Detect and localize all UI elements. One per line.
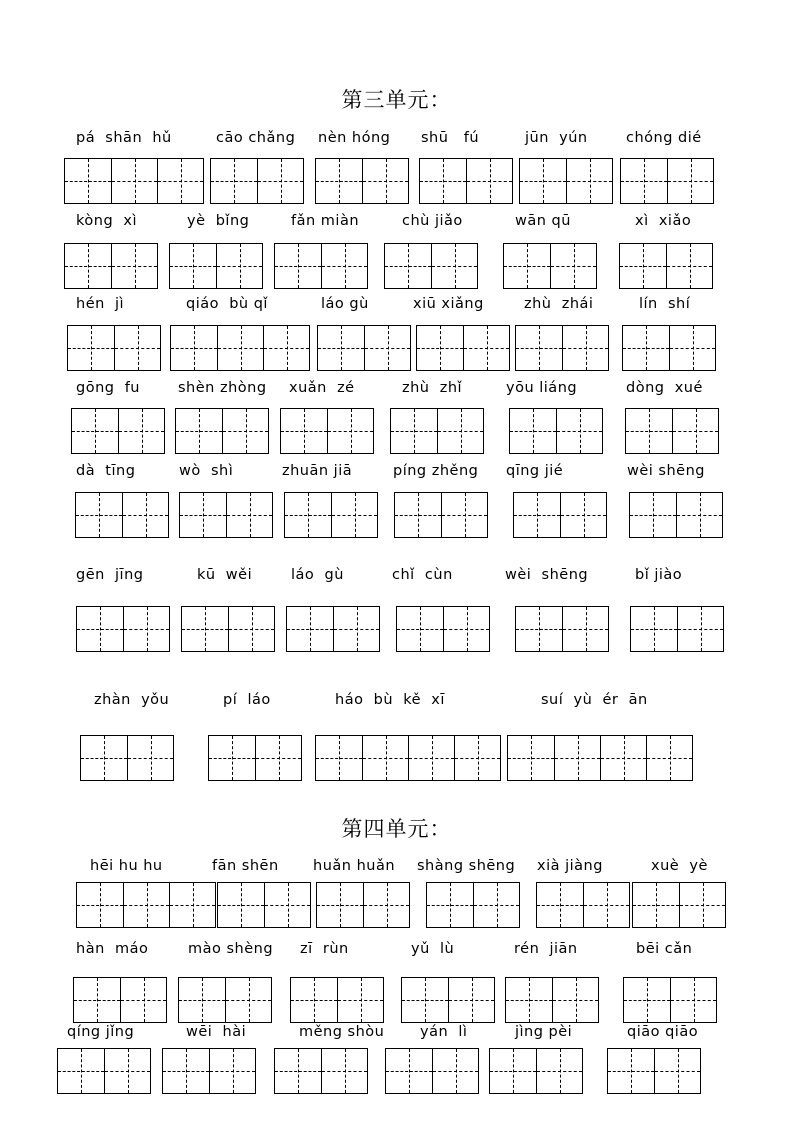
tianzige-answer-box[interactable]: [284, 492, 378, 538]
character-cell[interactable]: [670, 978, 716, 1022]
pinyin-prompt: qīng jié: [506, 463, 564, 479]
pinyin-prompt: láo gù: [291, 567, 344, 583]
character-cell[interactable]: [669, 326, 715, 370]
character-cell[interactable]: [506, 978, 552, 1022]
tianzige-answer-box[interactable]: [315, 158, 409, 204]
pinyin-prompt: zī rùn: [300, 941, 349, 957]
pinyin-prompt: huǎn huǎn: [313, 858, 396, 874]
tianzige-answer-box[interactable]: [607, 1048, 701, 1094]
tianzige-answer-box[interactable]: [426, 882, 520, 928]
tianzige-answer-box[interactable]: [76, 606, 170, 652]
character-cell[interactable]: [171, 326, 217, 370]
character-cell[interactable]: [676, 493, 722, 537]
character-cell[interactable]: [291, 978, 337, 1022]
pinyin-prompt: zhàn yǒu: [94, 692, 170, 708]
character-cell[interactable]: [209, 736, 255, 780]
character-cell[interactable]: [163, 1049, 209, 1093]
character-cell[interactable]: [516, 326, 562, 370]
character-cell[interactable]: [122, 493, 168, 537]
tianzige-answer-box[interactable]: [208, 735, 302, 781]
character-cell[interactable]: [537, 883, 583, 927]
tianzige-answer-box[interactable]: [515, 325, 609, 371]
character-cell[interactable]: [514, 493, 560, 537]
character-cell[interactable]: [255, 736, 301, 780]
character-cell[interactable]: [257, 159, 303, 203]
character-cell[interactable]: [222, 409, 268, 453]
character-cell[interactable]: [76, 493, 122, 537]
character-cell[interactable]: [402, 978, 448, 1022]
pinyin-prompt: fān shēn: [212, 858, 279, 874]
tianzige-answer-box[interactable]: [64, 158, 204, 204]
character-cell[interactable]: [281, 409, 327, 453]
tianzige-answer-box[interactable]: [385, 1048, 479, 1094]
tianzige-answer-box[interactable]: [57, 1048, 151, 1094]
character-cell[interactable]: [211, 159, 257, 203]
character-cell[interactable]: [679, 883, 725, 927]
character-cell[interactable]: [427, 883, 473, 927]
pinyin-prompt: wān qū: [515, 213, 571, 229]
tianzige-answer-box[interactable]: [76, 882, 216, 928]
character-cell[interactable]: [58, 1049, 104, 1093]
character-cell[interactable]: [216, 244, 262, 288]
character-cell[interactable]: [633, 883, 679, 927]
character-cell[interactable]: [316, 159, 362, 203]
section-title: 第四单元：: [341, 817, 452, 841]
character-cell[interactable]: [81, 736, 127, 780]
character-cell[interactable]: [550, 244, 596, 288]
tianzige-answer-box[interactable]: [629, 492, 723, 538]
character-cell[interactable]: [217, 326, 263, 370]
character-cell[interactable]: [321, 244, 367, 288]
tianzige-answer-box[interactable]: [394, 492, 488, 538]
character-cell[interactable]: [285, 493, 331, 537]
pinyin-prompt: xià jiàng: [537, 858, 603, 874]
character-cell[interactable]: [209, 1049, 255, 1093]
pinyin-prompt: zhù zhái: [524, 296, 594, 312]
character-cell[interactable]: [317, 883, 363, 927]
character-cell[interactable]: [417, 326, 463, 370]
character-cell[interactable]: [566, 159, 612, 203]
character-cell[interactable]: [626, 409, 672, 453]
tianzige-answer-box[interactable]: [503, 243, 597, 289]
tianzige-answer-box[interactable]: [217, 882, 311, 928]
character-cell[interactable]: [441, 493, 487, 537]
pinyin-prompt: yōu liáng: [506, 380, 578, 396]
character-cell[interactable]: [362, 159, 408, 203]
character-cell[interactable]: [466, 159, 512, 203]
tianzige-answer-box[interactable]: [71, 408, 165, 454]
pinyin-prompt: dà tīng: [76, 463, 136, 479]
tianzige-answer-box[interactable]: [286, 606, 380, 652]
tianzige-answer-box[interactable]: [169, 243, 263, 289]
character-cell[interactable]: [448, 978, 494, 1022]
character-cell[interactable]: [437, 409, 483, 453]
pinyin-prompt: mào shèng: [188, 941, 274, 957]
tianzige-answer-box[interactable]: [509, 408, 603, 454]
tianzige-answer-box[interactable]: [513, 492, 607, 538]
character-cell[interactable]: [218, 883, 264, 927]
tianzige-answer-box[interactable]: [622, 325, 716, 371]
tianzige-answer-box[interactable]: [396, 606, 490, 652]
tianzige-answer-box[interactable]: [515, 606, 609, 652]
character-cell[interactable]: [316, 736, 362, 780]
pinyin-prompt: chù jiǎo: [402, 213, 463, 229]
character-cell[interactable]: [364, 326, 410, 370]
character-cell[interactable]: [520, 159, 566, 203]
pinyin-prompt: rén jiān: [514, 941, 578, 957]
character-cell[interactable]: [226, 493, 272, 537]
pinyin-prompt: píng zhěng: [393, 463, 479, 479]
character-cell[interactable]: [68, 326, 114, 370]
character-cell[interactable]: [463, 326, 509, 370]
character-cell[interactable]: [646, 736, 692, 780]
tianzige-answer-box[interactable]: [390, 408, 484, 454]
character-cell[interactable]: [431, 244, 477, 288]
character-cell[interactable]: [337, 978, 383, 1022]
character-cell[interactable]: [111, 244, 157, 288]
character-cell[interactable]: [169, 883, 215, 927]
pinyin-prompt: láo gù: [321, 296, 369, 312]
character-cell[interactable]: [176, 409, 222, 453]
pinyin-prompt: hēi hu hu: [90, 858, 163, 874]
tianzige-answer-box[interactable]: [178, 977, 272, 1023]
pinyin-prompt: dòng xué: [626, 380, 703, 396]
character-cell[interactable]: [672, 409, 718, 453]
tianzige-answer-box[interactable]: [505, 977, 599, 1023]
pinyin-prompt: shū fú: [421, 130, 480, 146]
character-cell[interactable]: [516, 607, 562, 651]
character-cell[interactable]: [318, 326, 364, 370]
character-cell[interactable]: [65, 159, 111, 203]
character-cell[interactable]: [677, 607, 723, 651]
pinyin-prompt: xiū xiǎng: [413, 296, 484, 312]
pinyin-prompt: gōng fu: [76, 380, 140, 396]
pinyin-prompt: shàng shēng: [417, 858, 516, 874]
character-cell[interactable]: [667, 159, 713, 203]
tianzige-answer-box[interactable]: [274, 243, 368, 289]
character-cell[interactable]: [385, 244, 431, 288]
pinyin-prompt: suí yù ér ān: [541, 692, 648, 708]
tianzige-answer-box[interactable]: [384, 243, 478, 289]
pinyin-prompt: kòng xì: [76, 213, 137, 229]
pinyin-prompt: jìng pèi: [515, 1024, 573, 1040]
tianzige-answer-box[interactable]: [75, 492, 169, 538]
pinyin-prompt: kū wěi: [197, 567, 253, 583]
tianzige-answer-box[interactable]: [316, 882, 410, 928]
tianzige-answer-box[interactable]: [507, 735, 693, 781]
character-cell[interactable]: [120, 978, 166, 1022]
character-cell[interactable]: [104, 1049, 150, 1093]
tianzige-answer-box[interactable]: [315, 735, 501, 781]
character-cell[interactable]: [363, 883, 409, 927]
pinyin-prompt: xì xiǎo: [635, 213, 692, 229]
character-cell[interactable]: [331, 493, 377, 537]
tianzige-answer-box[interactable]: [519, 158, 613, 204]
character-cell[interactable]: [391, 409, 437, 453]
pinyin-prompt: bēi cǎn: [636, 941, 693, 957]
character-cell[interactable]: [432, 1049, 478, 1093]
character-cell[interactable]: [77, 883, 123, 927]
tianzige-answer-box[interactable]: [210, 158, 304, 204]
character-cell[interactable]: [123, 883, 169, 927]
tianzige-answer-box[interactable]: [632, 882, 726, 928]
pinyin-prompt: yǔ lù: [411, 941, 455, 957]
pinyin-prompt: pí láo: [223, 692, 271, 708]
pinyin-prompt: bǐ jiào: [635, 567, 683, 583]
character-cell[interactable]: [608, 1049, 654, 1093]
character-cell[interactable]: [327, 409, 373, 453]
character-cell[interactable]: [263, 326, 309, 370]
tianzige-answer-box[interactable]: [64, 243, 158, 289]
character-cell[interactable]: [556, 409, 602, 453]
tianzige-answer-box[interactable]: [175, 408, 269, 454]
character-cell[interactable]: [620, 244, 666, 288]
pinyin-prompt: wò shì: [179, 463, 234, 479]
tianzige-answer-box[interactable]: [401, 977, 495, 1023]
tianzige-answer-box[interactable]: [416, 325, 510, 371]
pinyin-prompt: zhù zhǐ: [402, 380, 463, 396]
tianzige-answer-box[interactable]: [623, 977, 717, 1023]
pinyin-prompt: xuè yè: [651, 858, 708, 874]
character-cell[interactable]: [228, 607, 274, 651]
tianzige-answer-box[interactable]: [419, 158, 513, 204]
character-cell[interactable]: [420, 159, 466, 203]
character-cell[interactable]: [654, 1049, 700, 1093]
tianzige-answer-box[interactable]: [280, 408, 374, 454]
character-cell[interactable]: [170, 244, 216, 288]
character-cell[interactable]: [118, 409, 164, 453]
pinyin-prompt: háo bù kě xī: [335, 692, 445, 708]
character-cell[interactable]: [510, 409, 556, 453]
pinyin-prompt: qiāo qiāo: [627, 1024, 699, 1040]
character-cell[interactable]: [275, 244, 321, 288]
tianzige-answer-box[interactable]: [489, 1048, 583, 1094]
character-cell[interactable]: [395, 493, 441, 537]
tianzige-answer-box[interactable]: [619, 243, 713, 289]
tianzige-answer-box[interactable]: [620, 158, 714, 204]
character-cell[interactable]: [504, 244, 550, 288]
pinyin-prompt: zhuān jiā: [282, 463, 353, 479]
character-cell[interactable]: [508, 736, 554, 780]
character-cell[interactable]: [473, 883, 519, 927]
pinyin-prompt: yè bǐng: [187, 213, 250, 229]
pinyin-prompt: qíng jǐng: [67, 1024, 135, 1040]
character-cell[interactable]: [552, 978, 598, 1022]
tianzige-answer-box[interactable]: [274, 1048, 368, 1094]
character-cell[interactable]: [443, 607, 489, 651]
pinyin-prompt: wèi shēng: [627, 463, 705, 479]
pinyin-prompt: chóng dié: [626, 130, 702, 146]
pinyin-prompt: shèn zhòng: [178, 380, 267, 396]
character-cell[interactable]: [454, 736, 500, 780]
pinyin-prompt: nèn hóng: [318, 130, 391, 146]
character-cell[interactable]: [111, 159, 157, 203]
character-cell[interactable]: [127, 736, 173, 780]
character-cell[interactable]: [77, 607, 123, 651]
character-cell[interactable]: [333, 607, 379, 651]
character-cell[interactable]: [225, 978, 271, 1022]
tianzige-answer-box[interactable]: [170, 325, 310, 371]
pinyin-prompt: hén jì: [76, 296, 125, 312]
character-cell[interactable]: [490, 1049, 536, 1093]
character-cell[interactable]: [562, 326, 608, 370]
character-cell[interactable]: [65, 244, 111, 288]
character-cell[interactable]: [287, 607, 333, 651]
character-cell[interactable]: [72, 409, 118, 453]
character-cell[interactable]: [562, 607, 608, 651]
tianzige-answer-box[interactable]: [625, 408, 719, 454]
character-cell[interactable]: [123, 607, 169, 651]
character-cell[interactable]: [536, 1049, 582, 1093]
character-cell[interactable]: [362, 736, 408, 780]
pinyin-prompt: xuǎn zé: [289, 380, 355, 396]
tianzige-answer-box[interactable]: [290, 977, 384, 1023]
pinyin-prompt: chǐ cùn: [392, 567, 453, 583]
character-cell[interactable]: [621, 159, 667, 203]
character-cell[interactable]: [275, 1049, 321, 1093]
character-cell[interactable]: [182, 607, 228, 651]
character-cell[interactable]: [624, 978, 670, 1022]
character-cell[interactable]: [321, 1049, 367, 1093]
character-cell[interactable]: [600, 736, 646, 780]
character-cell[interactable]: [623, 326, 669, 370]
character-cell[interactable]: [560, 493, 606, 537]
character-cell[interactable]: [397, 607, 443, 651]
character-cell[interactable]: [180, 493, 226, 537]
tianzige-answer-box[interactable]: [67, 325, 161, 371]
pinyin-prompt: pá shān hǔ: [76, 130, 172, 146]
tianzige-answer-box[interactable]: [536, 882, 630, 928]
character-cell[interactable]: [631, 607, 677, 651]
character-cell[interactable]: [666, 244, 712, 288]
character-cell[interactable]: [630, 493, 676, 537]
tianzige-answer-box[interactable]: [181, 606, 275, 652]
section-title: 第三单元：: [341, 88, 452, 112]
pinyin-prompt: měng shòu: [299, 1024, 385, 1040]
tianzige-answer-box[interactable]: [162, 1048, 256, 1094]
character-cell[interactable]: [583, 883, 629, 927]
tianzige-answer-box[interactable]: [73, 977, 167, 1023]
character-cell[interactable]: [386, 1049, 432, 1093]
pinyin-prompt: jūn yún: [525, 130, 588, 146]
pinyin-prompt: lín shí: [639, 296, 691, 312]
character-cell[interactable]: [114, 326, 160, 370]
character-cell[interactable]: [179, 978, 225, 1022]
pinyin-prompt: qiáo bù qǐ: [186, 296, 268, 312]
pinyin-prompt: wèi shēng: [505, 567, 589, 583]
pinyin-prompt: cāo chǎng: [216, 130, 296, 146]
tianzige-answer-box[interactable]: [80, 735, 174, 781]
tianzige-answer-box[interactable]: [630, 606, 724, 652]
pinyin-prompt: hàn máo: [76, 941, 149, 957]
character-cell[interactable]: [554, 736, 600, 780]
pinyin-prompt: yán lì: [420, 1024, 468, 1040]
pinyin-prompt: gēn jīng: [76, 567, 144, 583]
tianzige-answer-box[interactable]: [317, 325, 411, 371]
tianzige-answer-box[interactable]: [179, 492, 273, 538]
character-cell[interactable]: [264, 883, 310, 927]
character-cell[interactable]: [74, 978, 120, 1022]
character-cell[interactable]: [408, 736, 454, 780]
character-cell[interactable]: [157, 159, 203, 203]
pinyin-prompt: wēi hài: [186, 1024, 247, 1040]
pinyin-prompt: fǎn miàn: [291, 213, 360, 229]
